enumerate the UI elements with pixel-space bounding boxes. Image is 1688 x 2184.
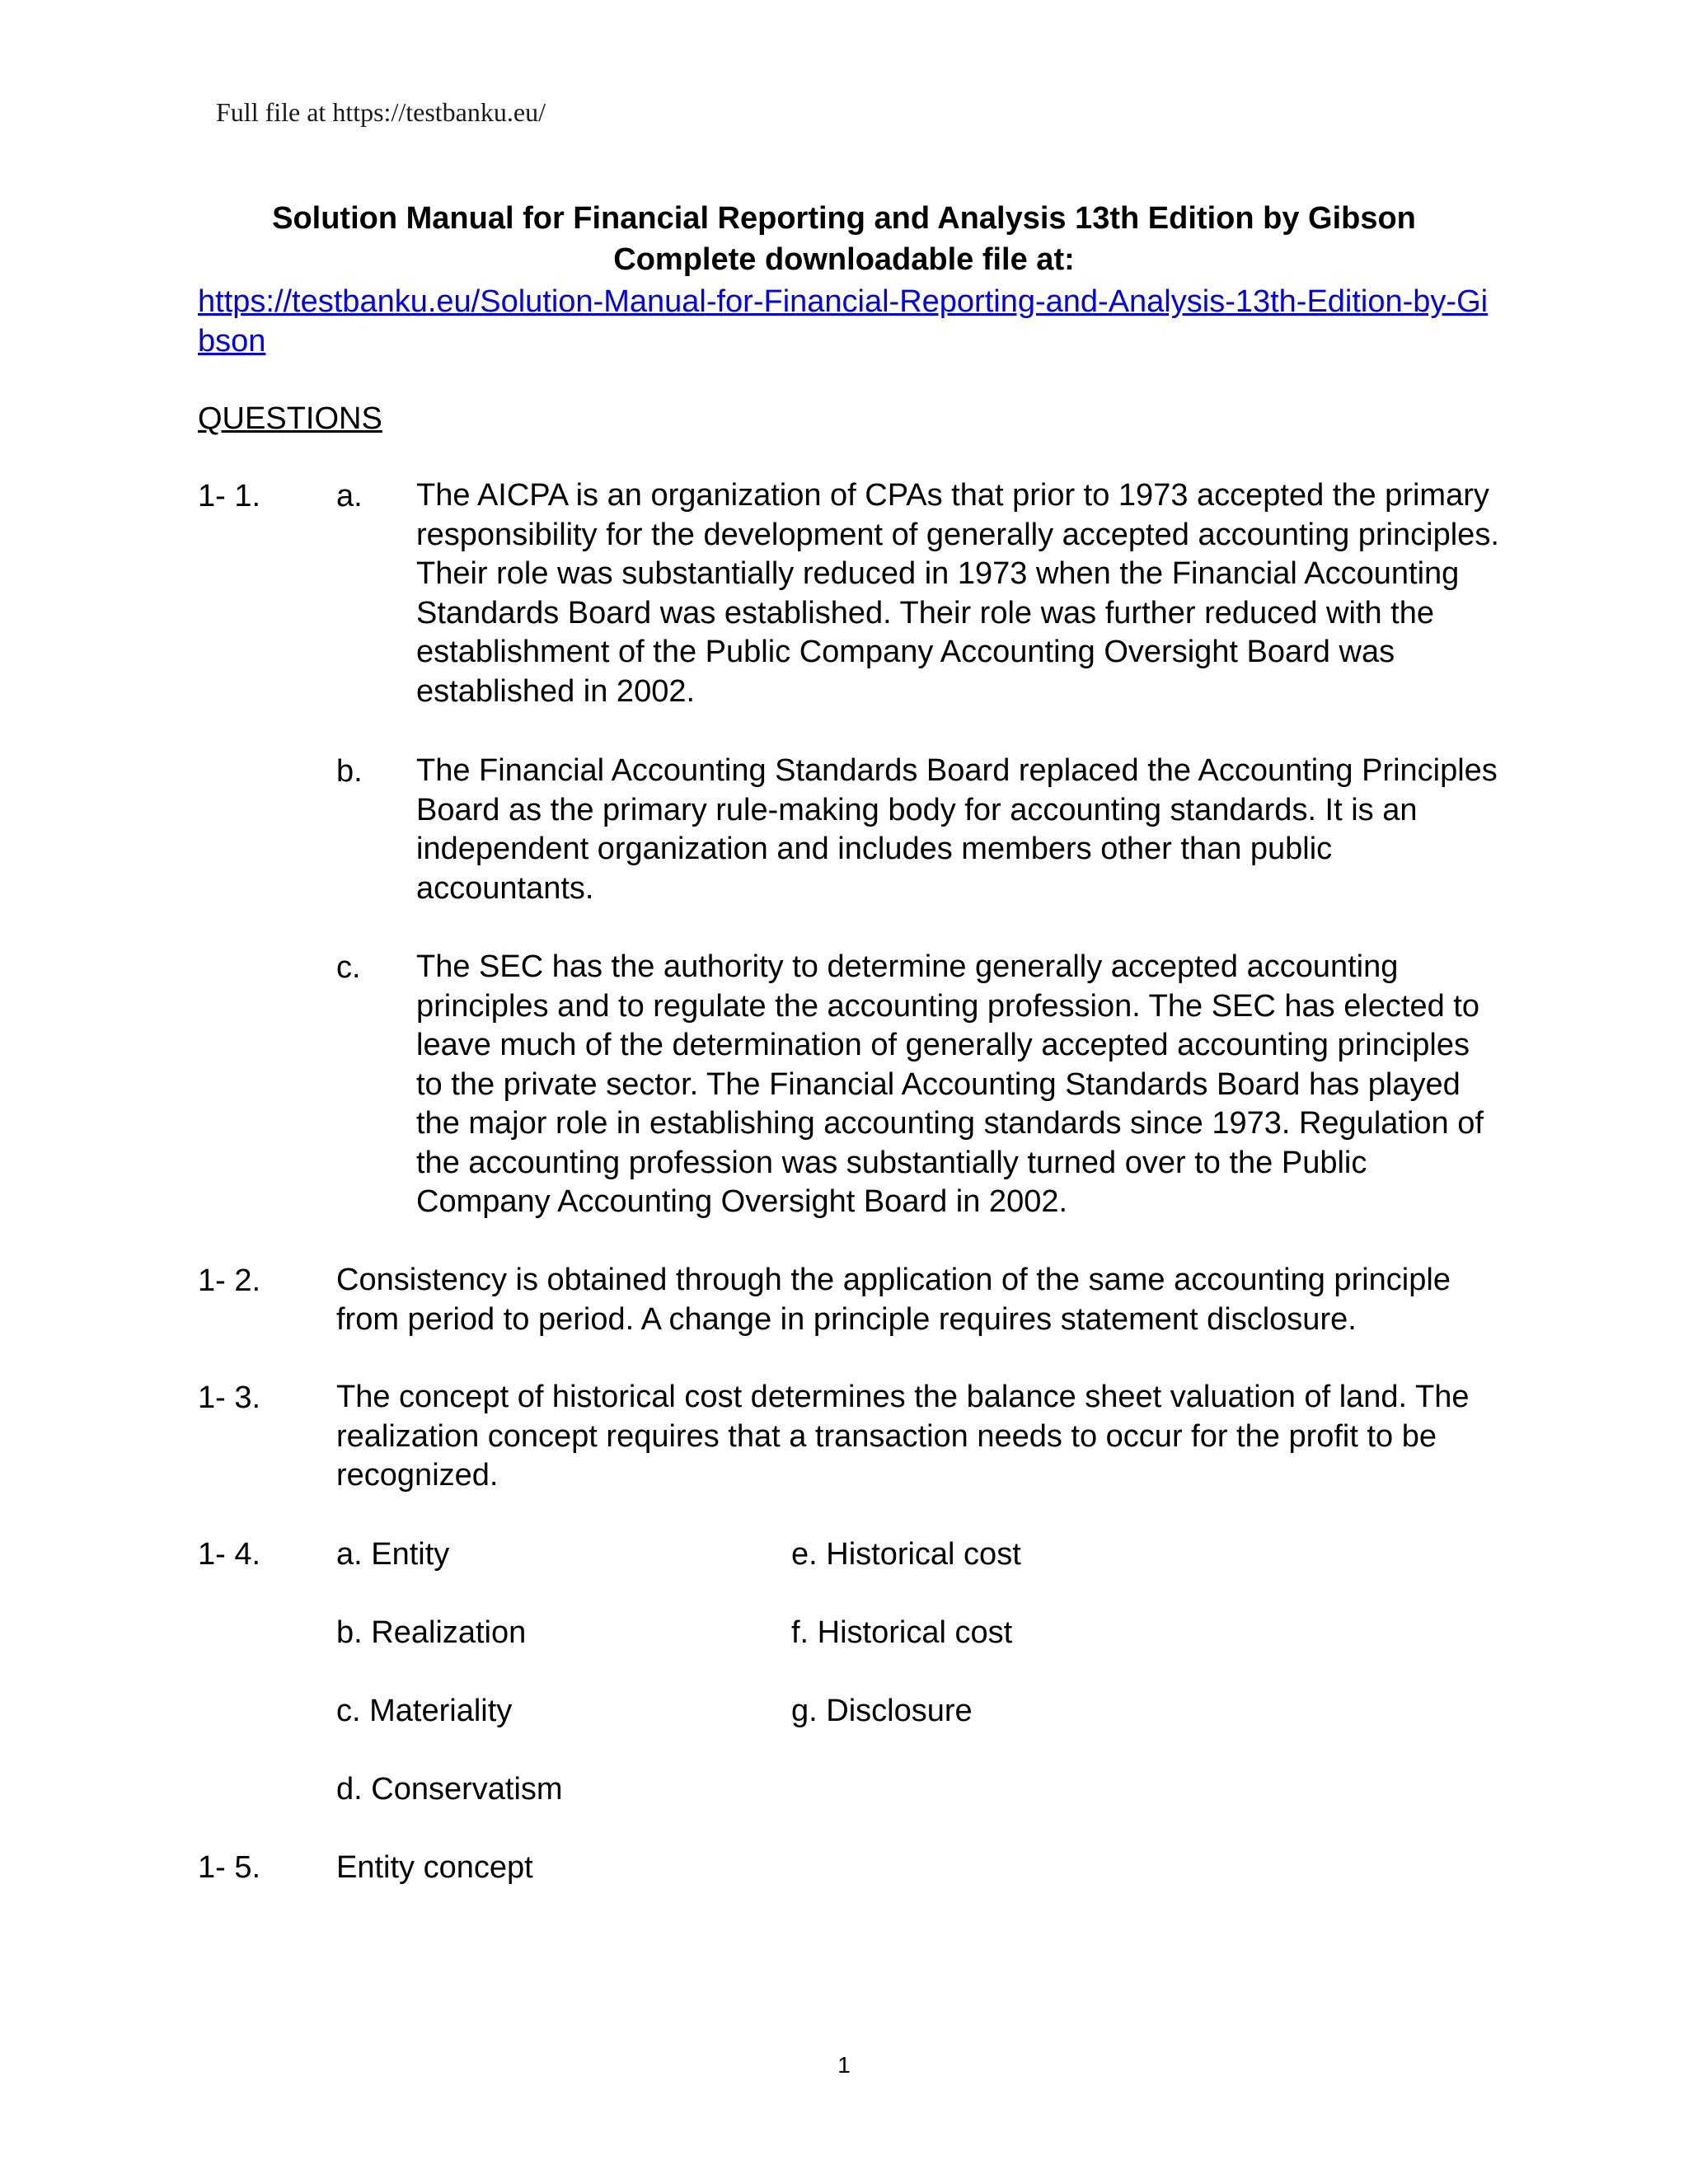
question-number-1-2: 1- 2. (198, 1263, 261, 1298)
question-number-1-4: 1- 4. (198, 1537, 261, 1572)
term-c: c. Materiality (336, 1694, 513, 1728)
answer-label-b: b. (336, 754, 363, 789)
question-number-1-3: 1- 3. (198, 1380, 261, 1415)
document-subtitle: Complete downloadable file at: (613, 242, 1075, 277)
answer-text-1-1-b: The Financial Accounting Standards Board replaced the Accounting Principles Board as the primary rule-making body for accounting standards. It is an independent organization and includes members other than public accountants. (416, 753, 1498, 906)
answer-text-1-2: Consistency is obtained through the application of the same accounting principle from period to period. A change in principle requires statement disclosure. (336, 1263, 1451, 1337)
term-d: d. Conservatism (336, 1772, 563, 1807)
answer-text-1-3: The concept of historical cost determines the balance sheet valuation of land. The realization concept requires that a transaction needs to occur for the profit to be recognized. (336, 1380, 1470, 1493)
term-f: f. Historical cost (791, 1615, 1013, 1650)
term-b: b. Realization (336, 1615, 527, 1650)
section-heading: QUESTIONS (198, 401, 382, 436)
question-number-1-5: 1- 5. (198, 1850, 261, 1885)
question-number-1-1: 1- 1. (198, 479, 261, 513)
answer-label-a: a. (336, 479, 363, 513)
answer-text-1-1-c: The SEC has the authority to determine generally accepted accounting principles and to regulate the accounting profession. The SEC has elected to leave much of the determination of generally accepted accounting principles to the private sector. The Financial Accounting Standards Board has played the major role in establishing accounting standards since 1973. Regulation of the accounting profession was substantially turned over to the Public Company Accounting Oversight Board in 2002. (416, 949, 1484, 1219)
answer-label-c: c. (336, 950, 361, 985)
header-note: Full file at https://testbanku.eu/ (216, 97, 546, 127)
term-e: e. Historical cost (791, 1537, 1021, 1572)
page-number: 1 (837, 2052, 851, 2078)
answer-text-1-5: Entity concept (336, 1850, 533, 1885)
term-g: g. Disclosure (791, 1694, 973, 1728)
document-title: Solution Manual for Financial Reporting and Analysis 13th Edition by Gibson (272, 201, 1416, 236)
download-link[interactable]: https://testbanku.eu/Solution-Manual-for-Financial-Reporting-and-Analysis-13th-Edition-by-Gibson (198, 284, 1489, 359)
answer-text-1-1-a: The AICPA is an organization of CPAs that prior to 1973 accepted the primary responsibility for the development of generally accepted accounting principles. Their role was substantially reduced in 1973 when the Financial Accounting Standards Board was established. Their role was further reduced with the establishment of the Public Company Accounting Oversight Board was established in 2002. (416, 478, 1499, 709)
term-a: a. Entity (336, 1537, 450, 1572)
